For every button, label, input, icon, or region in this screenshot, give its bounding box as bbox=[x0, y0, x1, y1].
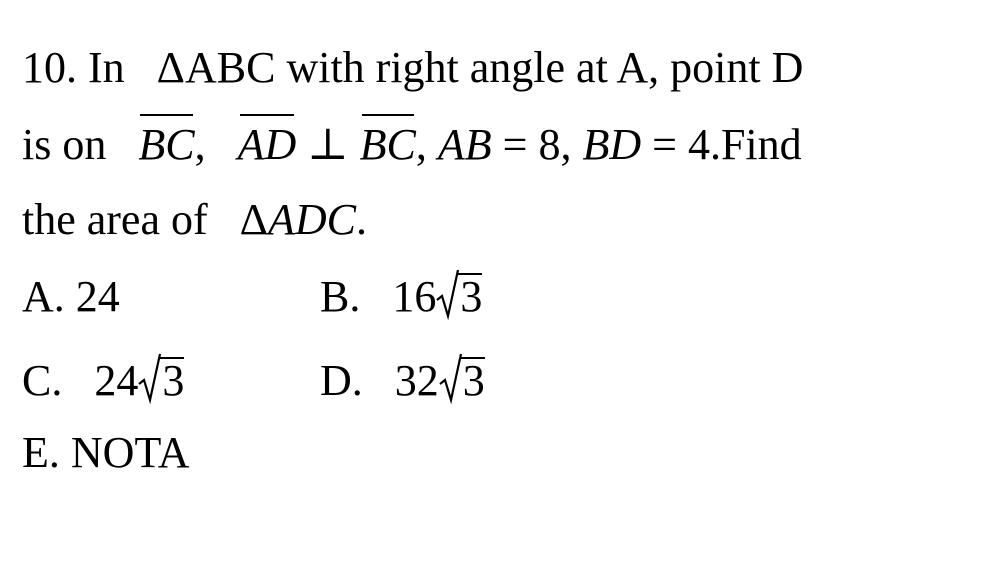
bd-value: = 4. bbox=[652, 120, 721, 169]
radical-icon bbox=[439, 350, 463, 406]
triangle-symbol: Δ bbox=[156, 43, 185, 92]
option-e-value: NOTA bbox=[70, 428, 190, 477]
segment-ad: AD bbox=[237, 120, 297, 169]
option-b-radicand: 3 bbox=[460, 272, 483, 321]
radical-icon bbox=[138, 350, 162, 406]
option-e[interactable] bbox=[22, 428, 190, 478]
question-line-2 bbox=[22, 120, 802, 170]
question-line-3 bbox=[22, 195, 367, 245]
option-d-label: D. bbox=[320, 356, 363, 405]
question-line-1 bbox=[22, 43, 803, 93]
option-a-label: A. bbox=[22, 272, 65, 321]
triangle-adc: ADC bbox=[267, 195, 356, 244]
square-root bbox=[138, 356, 184, 406]
question-text-area-of: the area of bbox=[22, 195, 208, 244]
perpendicular-symbol: ⊥ bbox=[307, 120, 349, 169]
period: . bbox=[355, 195, 367, 244]
option-a-value: 24 bbox=[75, 272, 120, 321]
bd-variable: BD bbox=[582, 120, 642, 169]
option-c-coefficient: 24 bbox=[94, 356, 139, 405]
question-text-in: In bbox=[88, 43, 125, 92]
segment-bc-2: BC bbox=[359, 120, 416, 169]
triangle-name: ABC bbox=[184, 43, 276, 92]
option-a[interactable] bbox=[22, 272, 120, 322]
triangle-symbol-2: Δ bbox=[239, 195, 268, 244]
question-text-is-on: is on bbox=[22, 120, 107, 169]
find-text: Find bbox=[720, 120, 802, 169]
radical-icon bbox=[436, 266, 460, 322]
option-c[interactable] bbox=[22, 356, 184, 406]
option-c-label: C. bbox=[22, 356, 63, 405]
option-b-label: B. bbox=[320, 272, 361, 321]
option-b-coefficient: 16 bbox=[392, 272, 437, 321]
comma: , bbox=[194, 120, 206, 169]
square-root bbox=[436, 272, 482, 322]
segment-bc: BC bbox=[138, 120, 195, 169]
option-d[interactable] bbox=[320, 356, 485, 406]
option-d-radicand: 3 bbox=[462, 356, 485, 405]
ab-variable: AB bbox=[437, 120, 492, 169]
comma: , bbox=[415, 120, 427, 169]
option-b[interactable] bbox=[320, 272, 482, 322]
question-number: 10. bbox=[22, 43, 77, 92]
option-e-label: E. bbox=[22, 428, 60, 477]
square-root bbox=[439, 356, 485, 406]
option-d-coefficient: 32 bbox=[394, 356, 439, 405]
ab-value: = 8, bbox=[502, 120, 572, 169]
question-text-right-angle: with right angle at A, point D bbox=[286, 43, 804, 92]
option-c-radicand: 3 bbox=[162, 356, 185, 405]
